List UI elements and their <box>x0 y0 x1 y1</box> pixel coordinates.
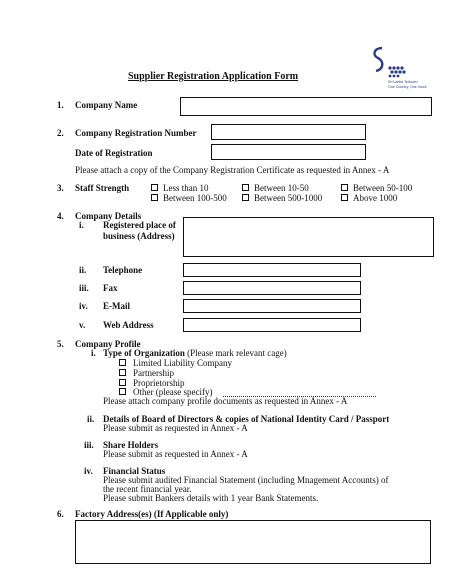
company-logo <box>368 44 430 94</box>
financial-status-label: Financial Status <box>103 466 166 476</box>
date-of-registration-label: Date of Registration <box>75 148 153 158</box>
checkbox[interactable] <box>119 379 126 386</box>
board-of-directors-label: Details of Board of Directors & copies of National Identity Card / Passport <box>103 414 390 424</box>
section-2-number: 2. <box>57 128 64 138</box>
company-profile-label: Company Profile <box>75 339 141 349</box>
option-label: Between 10-50 <box>254 183 309 193</box>
option-label: Above 1000 <box>353 193 398 203</box>
board-of-directors-number: ii. <box>87 414 95 424</box>
factory-address-label <box>75 509 228 520</box>
checkbox[interactable] <box>151 194 158 201</box>
section-1-number: 1. <box>57 100 64 110</box>
fax-number: iii. <box>79 283 89 293</box>
registered-address-field[interactable] <box>183 217 434 257</box>
option-label: Less than 10 <box>163 183 209 193</box>
web-address-number: v. <box>79 320 86 330</box>
checkbox[interactable] <box>151 184 158 191</box>
web-address-field[interactable] <box>183 318 361 332</box>
email-field[interactable] <box>183 299 361 313</box>
factory-address-field[interactable] <box>75 520 431 564</box>
company-profile-note: Please attach company profile documents as requested in Annex - A <box>103 396 348 406</box>
type-of-organization-hint: (Please mark relevant cage) <box>187 348 287 358</box>
section-6-number: 6. <box>57 509 64 519</box>
share-holders-note: Please submit as requested in Annex - A <box>103 449 248 459</box>
company-name-label: Company Name <box>75 100 138 110</box>
option-label: Limited Liability Company <box>133 358 232 368</box>
financial-status-line-2: the recent financial year. <box>103 484 192 494</box>
option-label: Between 100-500 <box>163 193 227 203</box>
web-address-label: Web Address <box>103 320 154 330</box>
factory-address-suffix: (If Applicable only) <box>153 509 229 519</box>
option-label: Other (please specify) <box>133 387 213 397</box>
email-label: E-Mail <box>103 301 130 311</box>
registered-address-label: Registered place of business (Address) <box>103 220 176 241</box>
board-of-directors-note: Please submit as requested in Annex - A <box>103 423 248 433</box>
logo-mark-icon <box>368 44 430 82</box>
section-4-number: 4. <box>57 211 64 221</box>
date-of-registration-field[interactable] <box>211 144 366 160</box>
option-label: Between 500-1000 <box>254 193 323 203</box>
checkbox[interactable] <box>341 194 348 201</box>
checkbox[interactable] <box>242 184 249 191</box>
logo-text-line2: One Country, One Voice <box>388 85 427 89</box>
financial-status-number: iv. <box>84 466 93 476</box>
section-3-number: 3. <box>57 183 64 193</box>
type-of-organization-number: i. <box>91 348 96 358</box>
type-of-organization-title: Type of Organization <box>103 348 185 358</box>
registration-number-field[interactable] <box>211 124 366 140</box>
email-number: iv. <box>79 301 88 311</box>
company-registration-number-label: Company Registration Number <box>75 128 197 138</box>
checkbox[interactable] <box>341 184 348 191</box>
company-details-label: Company Details <box>75 211 142 221</box>
telephone-number: ii. <box>79 265 87 275</box>
company-name-field[interactable] <box>180 97 432 116</box>
checkbox[interactable] <box>119 388 126 395</box>
fax-label: Fax <box>103 283 118 293</box>
registered-address-number: i. <box>79 220 84 230</box>
telephone-label: Telephone <box>103 265 143 275</box>
share-holders-number: iii. <box>84 440 94 450</box>
logo-text-line1: Sri Lanka Telecom <box>388 80 418 84</box>
financial-status-line-1: Please submit audited Financial Statement (including Mnagement Accounts) of <box>103 475 389 485</box>
checkbox[interactable] <box>119 359 126 366</box>
checkbox[interactable] <box>119 369 126 376</box>
section-5-number: 5. <box>57 339 64 349</box>
option-label: Proprietorship <box>133 378 185 388</box>
share-holders-label: Share Holders <box>103 440 159 450</box>
fax-field[interactable] <box>183 281 361 295</box>
financial-status-line-3: Please submit Bankers details with 1 year Bank Statements. <box>103 493 319 503</box>
form-title: Supplier Registration Application Form <box>128 71 299 82</box>
factory-address-title: Factory Address(es) <box>75 509 152 519</box>
staff-strength-label: Staff Strength <box>75 183 130 193</box>
registration-certificate-note: Please attach a copy of the Company Registration Certificate as requested in Annex - A <box>75 165 390 175</box>
telephone-field[interactable] <box>183 263 361 277</box>
option-label: Between 50-100 <box>353 183 413 193</box>
checkbox[interactable] <box>242 194 249 201</box>
option-label: Partnership <box>133 368 174 378</box>
